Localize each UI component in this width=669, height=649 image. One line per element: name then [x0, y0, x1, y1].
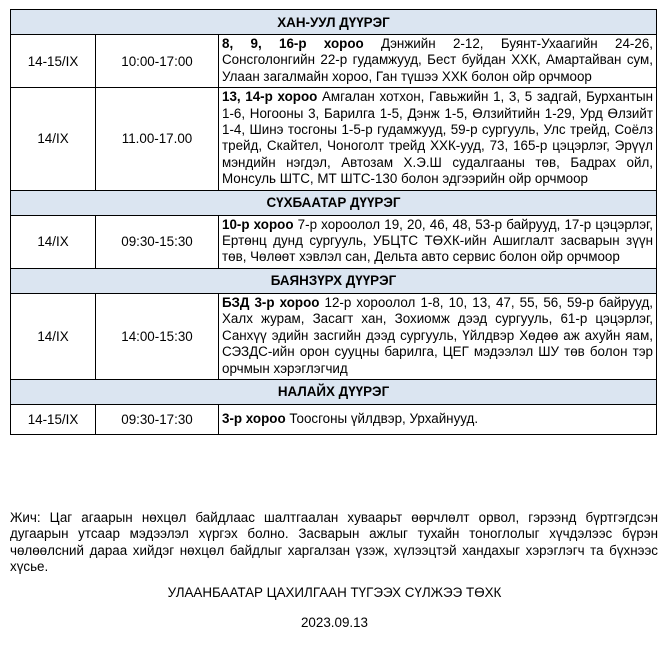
issue-date: 2023.09.13 — [300, 615, 369, 630]
location-list: Тоосгоны үйлдвэр, Урхайнууд. — [285, 410, 479, 426]
outage-time: 14:00-15:30 — [96, 293, 219, 379]
khoroo-label: 10-р хороо — [222, 216, 294, 232]
outage-locations — [219, 35, 657, 88]
district-header-row — [11, 268, 657, 293]
outage-time: 09:30-17:30 — [96, 404, 219, 434]
khoroo-label: 13, 14-р хороо — [222, 89, 318, 105]
district-header-row — [11, 379, 657, 404]
khoroo-label: БЗД 3-р хороо — [222, 294, 320, 310]
location-list: 7-р хороолол 19, 20, 46, 48, 53-р байрууд, 17-р цэцэрлэг, Ертөнц дунд сургууль, УБЦТС ТӨХК-ийн Ашиглалт засварын зүүн төв, Чөлөөт хэвлэл сан, Дельта авто сервис болон ойр орчмоор — [222, 216, 653, 265]
schedule-row — [11, 404, 657, 434]
location-list: Дэнжийн 2-12, Буянт-Ухаагийн 24-26, Сонсголонгийн 22-р гудамжууд, Бест буйдан ХХК, Амартайван сум, Улаан загалмайн хороо, Ган түшээ ХХК болон ойр орчмоор — [222, 36, 653, 84]
schedule-row — [11, 88, 657, 190]
outage-time: 11.00-17.00 — [96, 88, 219, 190]
outage-date: 14/IX — [11, 293, 96, 379]
outage-locations — [219, 404, 657, 434]
outage-date: 14-15/IX — [11, 35, 96, 88]
outage-date: 14/IX — [11, 88, 96, 190]
khoroo-label: 3-р хороо — [222, 410, 286, 426]
outage-locations — [219, 215, 657, 268]
khoroo-label: 8, 9, 16-р хороо — [222, 36, 364, 51]
schedule-row — [11, 215, 657, 268]
outage-locations — [219, 293, 657, 379]
outage-locations — [219, 88, 657, 190]
schedule-row — [11, 35, 657, 88]
district-name: СҮХБААТАР ДҮҮРЭГ — [11, 190, 657, 215]
district-header-row — [11, 10, 657, 35]
district-header-row — [11, 190, 657, 215]
outage-date: 14-15/IX — [11, 404, 96, 434]
organization-name: УЛААНБААТАР ЦАХИЛГААН ТҮГЭЭХ СҮЛЖЭЭ ТӨХК — [167, 585, 502, 600]
outage-schedule-table — [10, 9, 657, 435]
schedule-row — [11, 293, 657, 379]
location-list: 12-р хороолол 1-8, 10, 13, 47, 55, 56, 59-р байрууд, Халх журам, Засагт хан, Зохиомж дээд сургууль, 61-р цэцэрлэг, Санхүү эдийн засгийн дээд сургууль, Үйлдвэр Хөдөө аж ахуйн яам, СЭЗДС-ийн орон сууцны барилга, ЦЕГ мэдээлэл ШУ төв болон тэр орчмын хэрэглэгчид — [222, 294, 653, 376]
district-name: БАЯНЗҮРХ ДҮҮРЭГ — [11, 268, 657, 293]
outage-date: 14/IX — [11, 215, 96, 268]
district-name: ХАН-УУЛ ДҮҮРЭГ — [11, 10, 657, 35]
outage-time: 09:30-15:30 — [96, 215, 219, 268]
location-list: Амгалан хотхон, Гавьжийн 1, 3, 5 задгай, Бурхантын 1-6, Ногооны 3, Барилга 1-5, Дэнж 1-5, Өлзийтийн 1-29, Урд Өлзийт 1-4, Шинэ тосгоны 1-5-р гудамжууд, 59-р сургууль, Улс трейд, Соёлз трейд, Скайтел, Чоноголт трейд ХХК-ууд, 73, 165-р цэцэрлэг, Эрүүл мэндийн нэгдэл, Автозам Х.Э.Ш судалгааны төв, Бадрах ойл, Монсуль ШТС, МТ ШТС-130 болон эдгээрийн ойр орчмоор — [222, 89, 653, 187]
footnote: Жич: Цаг агаарын нөхцөл байдлаас шалтгаалан хуваарьт өөрчлөлт орвол, гэрээнд бүртгэгдсэн дугаарын утсаар мэдээлэл хүргэх болно. Засварын ажлыг тухайн тоноглолыг хүчдэлээс бүрэн чөлөөлсний дараа хийдэг нөхцөл байдлыг харгалзан үзэж, хүлээцтэй хандахыг хэрэглэгч та бүхнээс хүсье. — [10, 510, 658, 574]
district-name: НАЛАЙХ ДҮҮРЭГ — [11, 379, 657, 404]
outage-time: 10:00-17:00 — [96, 35, 219, 88]
